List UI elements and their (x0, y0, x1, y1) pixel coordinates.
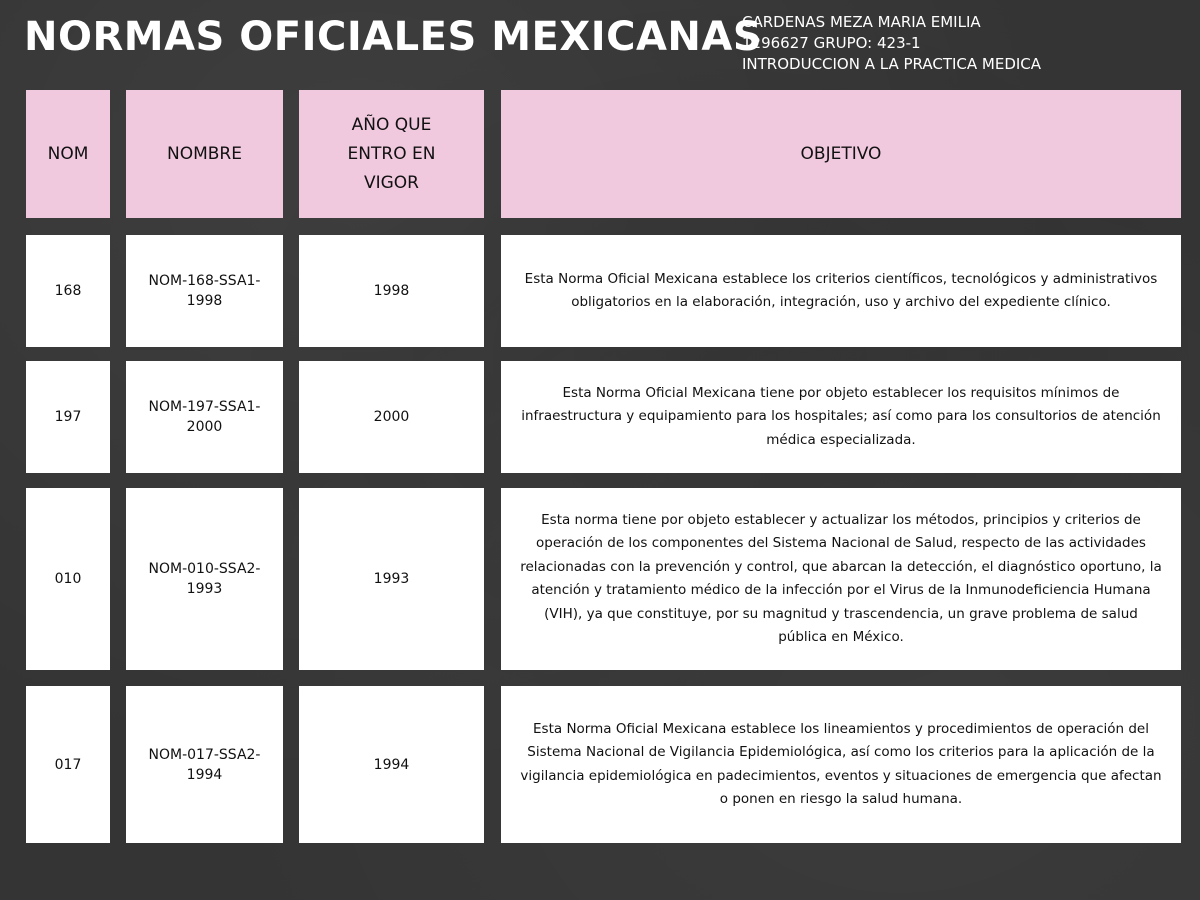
column-header-nom: NOM (26, 90, 110, 218)
table-row-cell-objetivo: Esta norma tiene por objeto establecer y actualizar los métodos, principios y criterios de operación de los componentes del Sistema Nacional de Salud, respecto de las actividades relacionadas con la prevención y control, que abarcan la detección, el diagnóstico oportuno, la atención y tratamiento médico de la infección por el Virus de la Inmunodeficiencia Humana (VIH), ya que constituye, por su magnitud y trascendencia, un grave problema de salud pública en México. (501, 488, 1181, 670)
column-header-nombre: NOMBRE (126, 90, 283, 218)
column-header-objetivo: OBJETIVO (501, 90, 1181, 218)
table-row-cell-anio: 2000 (299, 361, 484, 473)
table-row-cell-anio: 1994 (299, 686, 484, 843)
table-row-cell-nom: 168 (26, 235, 110, 347)
table-row-cell-objetivo: Esta Norma Oficial Mexicana establece los criterios científicos, tecnológicos y administrativos obligatorios en la elaboración, integración, uso y archivo del expediente clínico. (501, 235, 1181, 347)
table-row-cell-objetivo: Esta Norma Oficial Mexicana establece los lineamientos y procedimientos de operación del Sistema Nacional de Vigilancia Epidemiológica, así como los criterios para la aplicación de la vigilancia epidemiológica en padecimientos, eventos y situaciones de emergencia que afectan o ponen en riesgo la salud humana. (501, 686, 1181, 843)
column-header-anio: AÑO QUE ENTRO EN VIGOR (299, 90, 484, 218)
table-row-cell-nombre: NOM-017-SSA2-1994 (126, 686, 283, 843)
table-row-cell-nombre: NOM-197-SSA1-2000 (126, 361, 283, 473)
table-row-cell-anio: 1993 (299, 488, 484, 670)
table-row-cell-nombre: NOM-010-SSA2-1993 (126, 488, 283, 670)
table-row-cell-nom: 197 (26, 361, 110, 473)
course-name: INTRODUCCION A LA PRACTICA MEDICA (742, 55, 1042, 73)
author-block (742, 12, 1041, 75)
table-row-cell-nombre: NOM-168-SSA1-1998 (126, 235, 283, 347)
page-title: NORMAS OFICIALES MEXICANAS (24, 14, 763, 60)
author-id-group: 1296627 GRUPO: 423-1 (742, 34, 921, 52)
table-row-cell-objetivo: Esta Norma Oficial Mexicana tiene por objeto establecer los requisitos mínimos de infraestructura y equipamiento para los hospitales; así como para los consultorios de atención médica especializada. (501, 361, 1181, 473)
table-row-cell-anio: 1998 (299, 235, 484, 347)
table-row-cell-nom: 010 (26, 488, 110, 670)
author-name: CARDENAS MEZA MARIA EMILIA (742, 13, 981, 31)
table-row-cell-nom: 017 (26, 686, 110, 843)
